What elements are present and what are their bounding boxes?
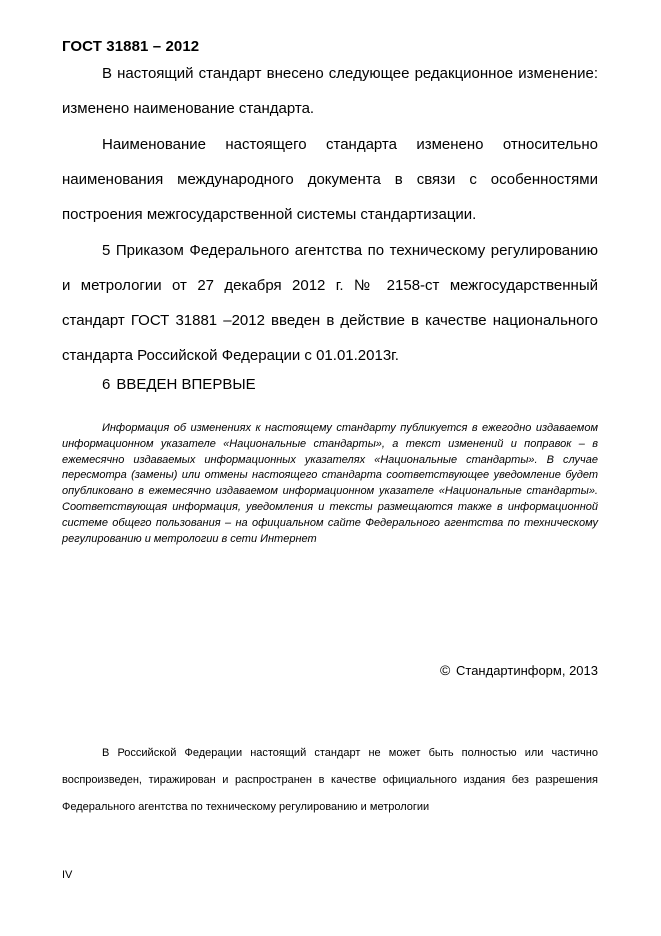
copyright-text: Стандартинформ, 2013 [456,663,598,678]
paragraph-item-6 [62,375,598,395]
copyright-icon: © [440,662,451,678]
copyright-line [440,662,598,678]
page-number: IV [62,869,73,881]
item-6-text: ВВЕДЕН ВПЕРВЫЕ [116,376,256,393]
item-6-number: 6 [102,376,111,393]
paragraph-name-change: Наименование настоящего стандарта изменено относительно наименования международного документа в связи с особенностями построения межгосударственной системы стандартизации. [62,136,598,223]
reproduction-rights-note: В Российской Федерации настоящий стандарт не может быть полностью или частично воспроизведен, тиражирован и распространен в качестве официального издания без разрешения Федерального агентства по техническому регулированию и метрологии [62,747,598,813]
paragraph-order-5: 5 Приказом Федерального агентства по техническому регулированию и метрологии от 27 декабря 2012 г. № 2158-ст межгосударственный стандарт ГОСТ 31881 –2012 введен в действие в качестве национального стандарта Российской Федерации с 01.01.2013г. [62,242,598,364]
page-header-title: ГОСТ 31881 – 2012 [62,38,200,55]
changes-information-notice: Информация об изменениях к настоящему стандарту публикуется в ежегодно издаваемом информационном указателе «Национальные стандарты», а текст изменений и поправок – в ежемесячно издаваемых информационных указателях «Национальные стандарты». В случае пересмотра (замены) или отмены настоящего стандарта соответствующее уведомление будет опубликовано в ежемесячно издаваемом информационном указателе «Национальные стандарты». Соответствующая информация, уведомления и тексты размещаются также в информационной системе общего пользования – на официальном сайте Федерального агентства по техническому регулированию и метрологии в сети Интернет [62,422,598,545]
paragraph-editorial-change: В настоящий стандарт внесено следующее редакционное изменение: изменено наименование стандарта. [62,65,598,117]
